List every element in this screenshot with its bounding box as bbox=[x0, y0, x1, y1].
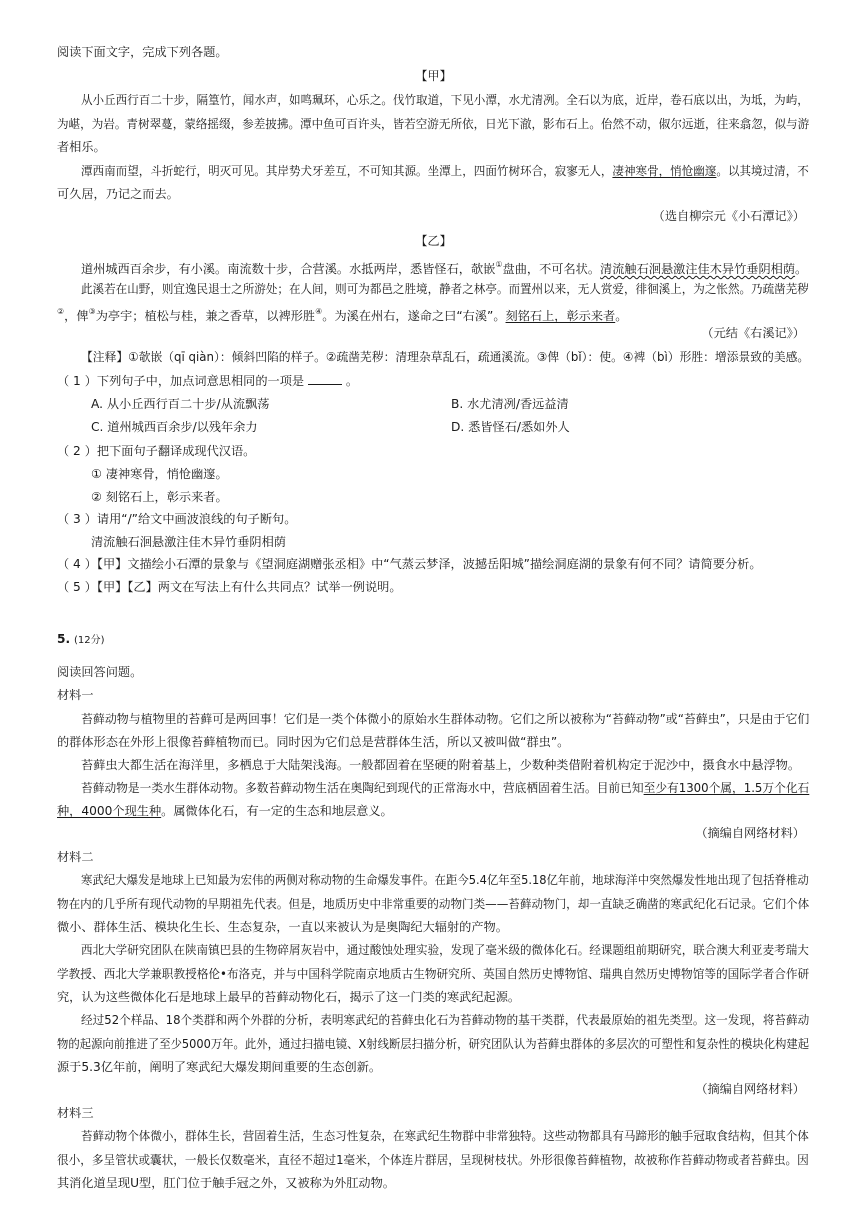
material-1-p1: 苔藓动物与植物里的苔藓可是两回事！它们是一类个体微小的原始水生群体动物。它们之所以被称为“苔藓动物”或“苔藓虫”，只是由于它们 bbox=[81, 712, 810, 726]
material-2-source: （摘编自网络材料） bbox=[695, 1082, 805, 1096]
underlined-sentence: 刻铭石上，彰示来者 bbox=[505, 309, 616, 323]
material-2-p2: 学教授、西北大学兼职教授格伦•布洛克，并与中国科学院南京地质古生物研究所、英国自然历史博物馆、瑞典自然历史博物馆等的国际学者合作研 bbox=[57, 967, 810, 981]
material-2-p2: 西北大学研究团队在陕南镇巴县的生物碎屑灰岩中，通过酸蚀处理实验，发现了毫米级的微体化石。经课题组前期研究，联合澳大利亚麦考瑞大 bbox=[81, 943, 809, 957]
question-3: （ 3 ）请用“/”给文中画波浪线的句子断句。 bbox=[57, 512, 297, 526]
answer-blank bbox=[308, 373, 342, 385]
material-2-p1: 寒武纪大爆发是地球上已知最为宏伟的两侧对称动物的生命爆发事件。在距今5.4亿年至5.18亿年前，地球海洋中突然爆发性地出现了包括脊椎动 bbox=[81, 873, 809, 887]
material-1-p1: 的群体形态在外形上很像苔藓植物而已。同时因为它们总是营群体生活，所以又被叫做“群虫”。 bbox=[57, 735, 570, 749]
material-2-p3: 物的起源向前推进了至少5000万年。此外，通过扫描电镜、X射线断层扫描分析，研究团队认为苔藓虫群体的多层次的可塑性和复杂性的模块化构建起 bbox=[57, 1037, 810, 1051]
material-1-title: 材料一 bbox=[57, 688, 94, 702]
material-3-p1: 其消化道呈现U型，肛门位于触手冠之外，又被称为外肛动物。 bbox=[57, 1176, 395, 1190]
passage-jia-p2: 可久居，乃记之而去。 bbox=[57, 187, 179, 201]
underlined-phrase: 至少有1300个属，1.5万个化石 bbox=[643, 781, 810, 795]
underlined-phrase: 种，4000个现生种 bbox=[57, 804, 162, 818]
question-1: （ 1 ）下列句子中，加点词意思相同的一项是 。 bbox=[57, 374, 359, 388]
passage-jia-p1: 从小丘西行百二十步，隔篁竹，闻水声，如鸣珮环，心乐之。伐竹取道，下见小潭，水尤清冽。全石以为底，近岸，卷石底以出，为坻，为屿， bbox=[81, 93, 809, 107]
material-1-p3: 苔藓动物是一类水生群体动物。多数苔藓动物生活在奥陶纪到现代的正常海水中，营底栖固着生活。目前已知至少有1300个属，1.5万个化石 bbox=[81, 781, 810, 795]
material-3-p1: 苔藓动物个体微小，群体生长，营固着生活，生态习性复杂，在寒武纪生物群中非常独特。这些动物都具有马蹄形的触手冠取食结构，但其个体 bbox=[81, 1129, 809, 1143]
question-2: （ 2 ）把下面句子翻译成现代汉语。 bbox=[57, 444, 256, 458]
option-c: C. 道州城西百余步/以残年余力 bbox=[91, 420, 258, 434]
material-2-title: 材料二 bbox=[57, 850, 94, 864]
question-5: （ 5 ）【甲】【乙】两文在写法上有什么共同点？试举一例说明。 bbox=[57, 580, 402, 594]
material-2-p3: 经过52个样品、18个类群和两个外群的分析，表明寒武纪的苔藓虫化石为苔藓动物的基干类群，代表最原始的祖先类型。这一发现，将苔藓动 bbox=[81, 1013, 810, 1027]
material-2-p1: 微小、群体生活、模块化生长、生态复杂，一直以来被认为是奥陶纪大辐射的产物。 bbox=[57, 920, 508, 934]
material-2-p2: 究，认为这些微体化石是地球上最早的苔藓动物化石，揭示了这一门类的寒武纪起源。 bbox=[57, 990, 521, 1004]
passage-yi-p2: ②，俾③为亭宇；植松与桂，兼之香草，以裨形胜④。为溪在州右，遂命之曰“右溪”。刻铭石上，彰示来者。 bbox=[57, 307, 628, 323]
intro-line: 阅读下面文字，完成下列各题。 bbox=[57, 45, 228, 59]
wavy-underlined-sentence: 清流触石洄悬激注佳木异竹垂阴相荫 bbox=[600, 262, 796, 276]
passage-jia-p1: 者相乐。 bbox=[57, 140, 106, 154]
material-2-p3: 源于5.3亿年前，阐明了寒武纪大爆发期间重要的生态创新。 bbox=[57, 1060, 382, 1074]
passage-yi-heading: 【乙】 bbox=[415, 234, 452, 248]
question-2-item-1: ① 凄神寒骨，悄怆幽邃。 bbox=[91, 467, 228, 481]
passage-jia-p2: 潭西南而望，斗折蛇行，明灭可见。其岸势犬牙差互，不可知其源。坐潭上，四面竹树环合，寂寥无人，凄神寒骨，悄怆幽邃。以其境过清，不 bbox=[81, 164, 809, 178]
question-3-sentence: 清流触石洄悬激注佳木异竹垂阴相荫 bbox=[91, 535, 286, 549]
option-a: A. 从小丘西行百二十步/从流飘荡 bbox=[91, 397, 270, 411]
section-5-header: 5. (12分) bbox=[57, 632, 105, 646]
question-4: （ 4 ）【甲】文描绘小石潭的景象与《望洞庭湖赠张丞相》中“气蒸云梦泽，波撼岳阳城”描绘洞庭湖的景象有何不同？请简要分析。 bbox=[57, 557, 762, 571]
passage-yi-source: （元结《右溪记》） bbox=[701, 326, 805, 340]
material-3-p1: 很小，多呈管状或囊状，一般长仅数毫米，直径不超过1毫米，个体连片群居，呈现树枝状。外形很像苔藓植物，故被称作苔藓动物或者苔藓虫。因 bbox=[57, 1153, 809, 1167]
material-1-p2: 苔藓虫大都生活在海洋里，多栖息于大陆架浅海。一般都固着在坚硬的附着基上，少数种类借附着机构定于泥沙中，摄食水中悬浮物。 bbox=[81, 758, 801, 772]
passage-jia-heading: 【甲】 bbox=[415, 69, 452, 83]
material-1-source: （摘编自网络材料） bbox=[695, 826, 805, 840]
annotation-notes: 【注释】①欹嵌（qī qiàn）：倾斜凹陷的样子。②疏凿芜秽：清理杂草乱石，疏通溪流。③俾（bǐ）：使。④裨（bì）形胜：增添景致的美感。 bbox=[81, 350, 810, 364]
passage-yi-p1: 道州城西百余步，有小溪。南流数十步，合营溪。水抵两岸，悉皆怪石，欹嵌①盘曲，不可名状。清流触石洄悬激注佳木异竹垂阴相荫。 bbox=[81, 260, 808, 276]
material-1-p3: 种，4000个现生种。属微体化石，有一定的生态和地层意义。 bbox=[57, 804, 393, 818]
read-instruction: 阅读回答问题。 bbox=[57, 665, 143, 679]
passage-jia-source: （选自柳宗元《小石潭记》） bbox=[652, 209, 805, 223]
material-2-p1: 物在内的几乎所有现代动物的早期祖先代表。但是，地质历史中非常重要的动物门类——苔藓动物门，却一直缺乏确凿的寒武纪化石记录。它们个体 bbox=[57, 897, 810, 911]
passage-jia-p1: 为嵁，为岩。青树翠蔓，蒙络摇缀，参差披拂。潭中鱼可百许头，皆若空游无所依，日光下澈，影布石上。佁然不动，俶尔远逝，往来翕忽，似与游 bbox=[57, 117, 810, 131]
passage-yi-p2: 此溪若在山野，则宜逸民退士之所游处；在人间，则可为都邑之胜境，静者之林亭。而置州以来，无人赏爱，徘徊溪上，为之怅然。乃疏凿芜秽 bbox=[81, 282, 809, 296]
option-d: D. 悉皆怪石/悉如外人 bbox=[451, 420, 570, 434]
option-b: B. 水尤清冽/香远益清 bbox=[451, 397, 569, 411]
underlined-sentence: 凄神寒骨，悄怆幽邃 bbox=[612, 164, 717, 178]
material-3-title: 材料三 bbox=[57, 1106, 94, 1120]
question-2-item-2: ② 刻铭石上，彰示来者。 bbox=[91, 490, 228, 504]
